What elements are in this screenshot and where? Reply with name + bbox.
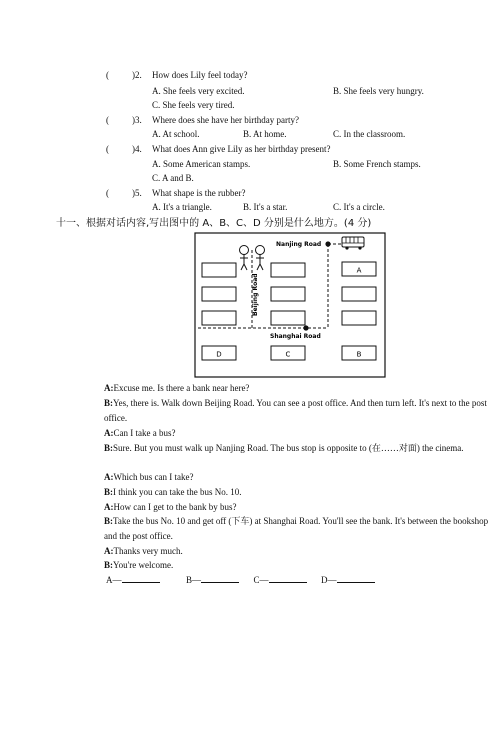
building-mid-1 [271,263,305,277]
dialogue-line-7 [104,500,496,515]
q4-option-a: A. Some American stamps. [152,159,251,169]
answer-row [106,573,375,585]
answer-a-blank[interactable] [122,573,160,583]
q3-option-a: A. At school. [152,129,200,139]
dialogue-text: How can I get to the bank by bus? [113,502,237,512]
speaker-b: B: [104,516,113,526]
answer-d-blank[interactable] [337,573,375,583]
q3-text: Where does she have her birthday party? [152,115,299,125]
q2-number: )2. [132,70,142,80]
label-b: B [356,350,362,359]
dialogue-line-4 [104,441,496,456]
q3-number: )3. [132,115,142,125]
building-left-2 [202,287,236,301]
speaker-b: B: [104,443,113,453]
q2-option-c: C. She feels very tired. [152,100,235,110]
section-title: 十一、根据对话内容,写出图中的 A、B、C、D 分别是什么地方。(4 分) [56,218,372,229]
shanghai-road-label: Shanghai Road [270,333,321,340]
q3-open-paren: ( [106,115,109,125]
dialogue-text: Thanks very much. [113,546,183,556]
shanghai-road-dot [303,325,308,330]
label-a: A [356,266,362,275]
building-right-2 [342,287,376,301]
dialogue-text: Take the bus No. 10 and get off (下车) at Shanghai Road. You'll see the bank. It's between the bookshop and the post office. [104,516,489,541]
answer-a-label: A— [106,575,122,585]
building-left-1 [202,263,236,277]
dialogue-line-8 [104,514,496,544]
speaker-a: A: [104,502,114,512]
q4-open-paren: ( [106,144,109,154]
q5-text: What shape is the rubber? [152,188,246,198]
q5-option-c: C. It's a circle. [333,202,385,212]
dialogue-text: Which bus can I take? [113,472,194,482]
beijing-road-label: Beijing Road [252,273,259,316]
dialogue-text: I think you can take the bus No. 10. [113,487,242,497]
nanjing-road-label: Nanjing Road [276,241,322,248]
street-map [194,232,386,378]
q4-text: What does Ann give Lily as her birthday present? [152,144,331,154]
dialogue-text: You're welcome. [113,560,174,570]
dialogue-text: Yes, there is. Walk down Beijing Road. You can see a post office. And then turn left. It's next to the post office. [104,398,487,423]
q2-text: How does Lily feel today? [152,70,248,80]
building-mid-2 [271,287,305,301]
dialogue-text: Can I take a bus? [113,428,176,438]
speaker-a: A: [104,472,114,482]
label-d: D [216,350,222,359]
answer-d-label: D— [321,575,337,585]
q2-option-b: B. She feels very hungry. [333,86,424,96]
q4-option-c: C. A and B. [152,173,194,183]
dialogue-line-9 [104,544,496,559]
speaker-b: B: [104,398,113,408]
q5-option-b: B. It's a star. [243,202,288,212]
q2-open-paren: ( [106,70,109,80]
dialogue-line-10 [104,558,496,573]
answer-b-label: B— [186,575,202,585]
q5-number: )5. [132,188,142,198]
dialogue-text: Excuse me. Is there a bank near here? [113,383,250,393]
q3-option-b: B. At home. [243,129,287,139]
q5-open-paren: ( [106,188,109,198]
speaker-b: B: [104,560,113,570]
q2-option-a: A. She feels very excited. [152,86,245,96]
answer-c-label: C— [253,575,269,585]
label-c: C [285,350,291,359]
speaker-a: A: [104,428,114,438]
dialogue-line-6 [104,485,496,500]
building-mid-3 [271,311,305,325]
dialogue-line-3 [104,426,496,441]
dialogue-line-2 [104,396,496,426]
speaker-a: A: [104,546,114,556]
answer-b-blank[interactable] [201,573,239,583]
nanjing-road-dot [325,241,330,246]
building-left-3 [202,311,236,325]
speaker-b: B: [104,487,113,497]
dialogue-text: Sure. But you must walk up Nanjing Road. The bus stop is opposite to (在……对面) the cinema. [113,443,464,453]
q4-number: )4. [132,144,142,154]
q3-option-c: C. In the classroom. [333,129,406,139]
dialogue-line-1 [104,381,496,396]
q4-option-b: B. Some French stamps. [333,159,421,169]
speaker-a: A: [104,383,114,393]
building-right-3 [342,311,376,325]
answer-c-blank[interactable] [269,573,307,583]
q5-option-a: A. It's a triangle. [152,202,212,212]
dialogue-line-5 [104,470,496,485]
